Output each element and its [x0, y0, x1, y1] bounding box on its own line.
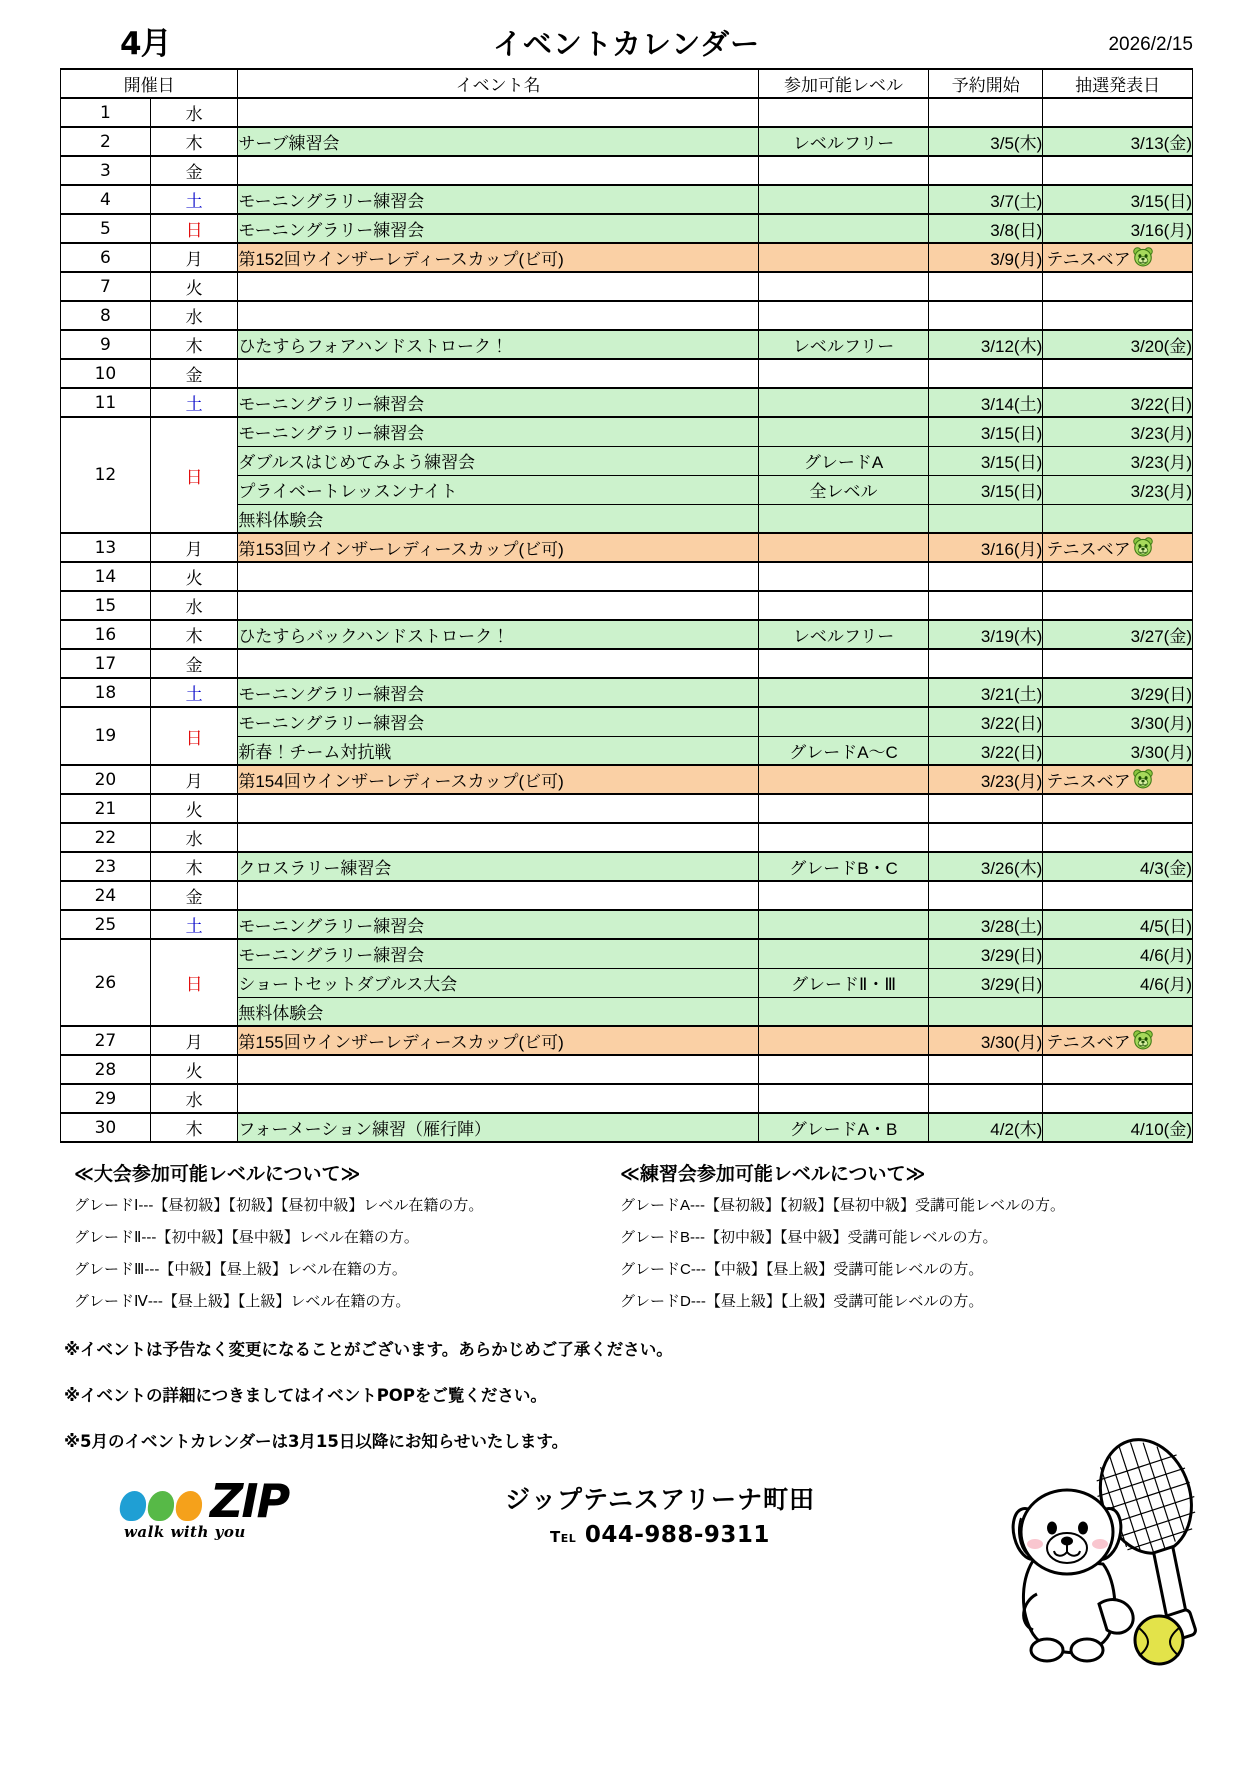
tennis-bear-cell[interactable] [1043, 765, 1193, 794]
draw-date-cell [1043, 301, 1193, 330]
tournament-levels-block [60, 1159, 560, 1326]
reservation-date-cell: 3/15(日) [929, 475, 1043, 504]
table-row [61, 765, 1193, 794]
event-name-cell[interactable]: モーニングラリー練習会 [238, 417, 759, 446]
warning-line: ※5月のイベントカレンダーは3月15日以降にお知らせいたします。 [64, 1432, 569, 1451]
day-of-week-cell: 月 [150, 765, 238, 794]
day-of-week-cell: 金 [150, 156, 238, 185]
event-level-cell [758, 1084, 928, 1113]
draw-date-cell [1043, 649, 1193, 678]
event-level-cell: グレードA〜C [758, 736, 928, 765]
day-of-week-cell: 火 [150, 562, 238, 591]
draw-date-cell: 3/23(月) [1043, 417, 1193, 446]
day-number-cell: 9 [61, 330, 151, 359]
event-level-cell [758, 388, 928, 417]
tennis-bear-label: テニスベア [1046, 1033, 1131, 1052]
day-of-week-cell: 火 [150, 272, 238, 301]
event-name-cell[interactable]: 第155回ウインザーレディースカップ(ビ可) [238, 1026, 759, 1055]
day-number-cell: 14 [61, 562, 151, 591]
draw-date-cell: 3/15(日) [1043, 185, 1193, 214]
tournament-level-line: グレードⅡ---【初中級】【昼中級】レベル在籍の方。 [74, 1229, 419, 1246]
reservation-date-cell [929, 591, 1043, 620]
event-name-cell [238, 881, 759, 910]
zip-logo-arcs [120, 1487, 204, 1521]
table-header [61, 69, 1193, 98]
draw-date-cell: 4/5(日) [1043, 910, 1193, 939]
table-row [61, 649, 1193, 678]
event-name-cell [238, 272, 759, 301]
draw-date-cell [1043, 823, 1193, 852]
event-name-cell[interactable]: ダブルスはじめてみよう練習会 [238, 446, 759, 475]
day-number-cell: 1 [61, 98, 151, 127]
event-name-cell[interactable]: 無料体験会 [238, 997, 759, 1026]
day-number-cell: 30 [61, 1113, 151, 1142]
day-of-week-cell: 木 [150, 852, 238, 881]
tennis-bear-label: テニスベア [1046, 250, 1131, 269]
event-name-cell[interactable]: モーニングラリー練習会 [238, 185, 759, 214]
table-row [61, 1084, 1193, 1113]
reservation-date-cell: 3/9(月) [929, 243, 1043, 272]
day-of-week-cell: 金 [150, 881, 238, 910]
practice-level-line: グレードB---【初中級】【昼中級】受講可能レベルの方。 [620, 1229, 998, 1246]
tennis-bear-cell[interactable] [1043, 243, 1193, 272]
day-of-week-cell: 土 [150, 910, 238, 939]
draw-date-cell: 3/30(月) [1043, 707, 1193, 736]
warning-line: ※イベントの詳細につきましてはイベントPOPをご覧ください。 [64, 1386, 547, 1405]
reservation-date-cell: 3/19(木) [929, 620, 1043, 649]
day-of-week-cell: 日 [150, 214, 238, 243]
day-of-week-cell: 木 [150, 620, 238, 649]
reservation-date-cell: 3/22(日) [929, 736, 1043, 765]
day-number-cell: 28 [61, 1055, 151, 1084]
event-name-cell[interactable]: 無料体験会 [238, 504, 759, 533]
day-of-week-cell: 木 [150, 1113, 238, 1142]
reservation-date-cell: 3/28(土) [929, 910, 1043, 939]
event-name-cell[interactable]: モーニングラリー練習会 [238, 910, 759, 939]
event-name-cell[interactable]: 第152回ウインザーレディースカップ(ビ可) [238, 243, 759, 272]
day-number-cell: 18 [61, 678, 151, 707]
shop-telephone [480, 1522, 840, 1548]
reservation-date-cell: 3/14(土) [929, 388, 1043, 417]
day-of-week-cell: 日 [150, 707, 238, 765]
event-name-cell[interactable]: モーニングラリー練習会 [238, 939, 759, 968]
day-number-cell: 2 [61, 127, 151, 156]
draw-date-cell [1043, 1055, 1193, 1084]
zip-logo-tagline: walk with you [124, 1523, 246, 1542]
event-name-cell[interactable]: サーブ練習会 [238, 127, 759, 156]
event-level-cell [758, 591, 928, 620]
zip-logo [120, 1474, 370, 1542]
day-number-cell: 16 [61, 620, 151, 649]
reservation-date-cell [929, 881, 1043, 910]
day-of-week-cell: 金 [150, 359, 238, 388]
table-row [61, 1026, 1193, 1055]
event-name-cell[interactable]: ひたすらフォアハンドストローク！ [238, 330, 759, 359]
level-notes-section [60, 1159, 1193, 1326]
table-row [61, 185, 1193, 214]
reservation-date-cell [929, 156, 1043, 185]
day-number-cell: 11 [61, 388, 151, 417]
event-level-cell [758, 301, 928, 330]
event-name-cell[interactable]: ひたすらバックハンドストローク！ [238, 620, 759, 649]
reservation-date-cell [929, 301, 1043, 330]
event-level-cell [758, 794, 928, 823]
event-calendar-table [60, 68, 1193, 1143]
table-row [61, 620, 1193, 649]
shop-info [480, 1480, 840, 1548]
reservation-date-cell: 3/29(日) [929, 939, 1043, 968]
column-header-draw: 抽選発表日 [1043, 69, 1193, 98]
event-level-cell [758, 939, 928, 968]
tennis-bear-icon [1132, 1029, 1154, 1051]
tennis-bear-cell[interactable] [1043, 533, 1193, 562]
reservation-date-cell [929, 1084, 1043, 1113]
event-name-cell [238, 823, 759, 852]
tennis-bear-icon [1132, 246, 1154, 268]
event-level-cell [758, 823, 928, 852]
event-name-cell [238, 359, 759, 388]
day-number-cell: 4 [61, 185, 151, 214]
draw-date-cell: 3/30(月) [1043, 736, 1193, 765]
tel-number: 044-988-9311 [584, 1522, 770, 1548]
table-row [61, 707, 1193, 736]
warnings-section [60, 1336, 1193, 1452]
reservation-date-cell: 4/2(木) [929, 1113, 1043, 1142]
reservation-date-cell: 3/22(日) [929, 707, 1043, 736]
table-row [61, 214, 1193, 243]
event-name-cell[interactable]: モーニングラリー練習会 [238, 214, 759, 243]
tennis-bear-label: テニスベア [1046, 772, 1131, 791]
draw-date-cell: 3/29(日) [1043, 678, 1193, 707]
event-level-cell [758, 707, 928, 736]
column-header-day: 開催日 [61, 69, 238, 98]
page-footer [60, 1474, 1193, 1584]
event-level-cell [758, 1026, 928, 1055]
day-number-cell: 29 [61, 1084, 151, 1113]
table-body [61, 98, 1193, 1142]
event-name-cell [238, 591, 759, 620]
event-level-cell: グレードⅡ・Ⅲ [758, 968, 928, 997]
reservation-date-cell [929, 997, 1043, 1026]
event-level-cell: グレードA・B [758, 1113, 928, 1142]
event-level-cell: グレードA [758, 446, 928, 475]
day-of-week-cell: 月 [150, 1026, 238, 1055]
event-name-cell [238, 301, 759, 330]
table-row [61, 823, 1193, 852]
draw-date-cell [1043, 562, 1193, 591]
event-name-cell[interactable]: 第154回ウインザーレディースカップ(ビ可) [238, 765, 759, 794]
draw-date-cell [1043, 359, 1193, 388]
table-row [61, 330, 1193, 359]
table-row [61, 243, 1193, 272]
table-row [61, 272, 1193, 301]
event-name-cell [238, 794, 759, 823]
day-number-cell: 5 [61, 214, 151, 243]
reservation-date-cell [929, 359, 1043, 388]
event-level-cell: グレードB・C [758, 852, 928, 881]
event-level-cell [758, 765, 928, 794]
day-of-week-cell: 月 [150, 533, 238, 562]
event-name-cell[interactable]: フォーメーション練習（雁行陣） [238, 1113, 759, 1142]
draw-date-cell: 3/20(金) [1043, 330, 1193, 359]
draw-date-cell: 3/13(金) [1043, 127, 1193, 156]
tennis-bear-cell[interactable] [1043, 1026, 1193, 1055]
table-row [61, 678, 1193, 707]
practice-level-line: グレードC---【中級】【昼上級】受講可能レベルの方。 [620, 1261, 984, 1278]
reservation-date-cell: 3/12(木) [929, 330, 1043, 359]
table-row [61, 1113, 1193, 1142]
logo-arc-orange-icon [174, 1491, 203, 1521]
event-level-cell [758, 1055, 928, 1084]
day-number-cell: 25 [61, 910, 151, 939]
practice-level-line: グレードD---【昼上級】【上級】受講可能レベルの方。 [620, 1293, 984, 1310]
event-name-cell [238, 1084, 759, 1113]
event-name-cell[interactable]: プライベートレッスンナイト [238, 475, 759, 504]
draw-date-cell: 4/6(月) [1043, 968, 1193, 997]
table-row [61, 127, 1193, 156]
issue-date: 2026/2/15 [1108, 34, 1193, 55]
month-label: 4月 [120, 26, 171, 62]
event-level-cell [758, 98, 928, 127]
event-name-cell[interactable]: クロスラリー練習会 [238, 852, 759, 881]
day-number-cell: 19 [61, 707, 151, 765]
table-row [61, 881, 1193, 910]
draw-date-cell: 3/16(月) [1043, 214, 1193, 243]
day-number-cell: 13 [61, 533, 151, 562]
draw-date-cell [1043, 98, 1193, 127]
reservation-date-cell: 3/5(木) [929, 127, 1043, 156]
event-name-cell [238, 98, 759, 127]
event-name-cell[interactable]: ショートセットダブルス大会 [238, 968, 759, 997]
logo-arc-green-icon [146, 1491, 175, 1521]
column-header-level: 参加可能レベル [758, 69, 928, 98]
table-row [61, 852, 1193, 881]
event-level-cell [758, 997, 928, 1026]
day-of-week-cell: 日 [150, 939, 238, 1026]
table-row [61, 388, 1193, 417]
day-of-week-cell: 金 [150, 649, 238, 678]
day-of-week-cell: 水 [150, 98, 238, 127]
draw-date-cell: 4/3(金) [1043, 852, 1193, 881]
event-level-cell: レベルフリー [758, 620, 928, 649]
reservation-date-cell [929, 1055, 1043, 1084]
day-of-week-cell: 土 [150, 388, 238, 417]
reservation-date-cell [929, 562, 1043, 591]
event-level-cell [758, 678, 928, 707]
day-number-cell: 15 [61, 591, 151, 620]
day-of-week-cell: 木 [150, 330, 238, 359]
tournament-level-line: グレードⅣ---【昼上級】【上級】レベル在籍の方。 [74, 1293, 411, 1310]
tournament-levels-heading: ≪大会参加可能レベルについて≫ [74, 1163, 361, 1185]
shop-name: ジップテニスアリーナ町田 [504, 1485, 815, 1514]
draw-date-cell [1043, 591, 1193, 620]
draw-date-cell: 4/10(金) [1043, 1113, 1193, 1142]
day-of-week-cell: 土 [150, 185, 238, 214]
event-level-cell [758, 910, 928, 939]
reservation-date-cell [929, 272, 1043, 301]
day-of-week-cell: 土 [150, 678, 238, 707]
event-name-cell [238, 649, 759, 678]
draw-date-cell [1043, 272, 1193, 301]
event-level-cell [758, 272, 928, 301]
day-of-week-cell: 水 [150, 301, 238, 330]
table-row [61, 98, 1193, 127]
event-level-cell [758, 185, 928, 214]
event-name-cell [238, 1055, 759, 1084]
table-row [61, 939, 1193, 968]
reservation-date-cell: 3/15(日) [929, 446, 1043, 475]
draw-date-cell: 3/23(月) [1043, 475, 1193, 504]
reservation-date-cell: 3/16(月) [929, 533, 1043, 562]
day-number-cell: 21 [61, 794, 151, 823]
draw-date-cell: 3/27(金) [1043, 620, 1193, 649]
reservation-date-cell: 3/23(月) [929, 765, 1043, 794]
day-number-cell: 26 [61, 939, 151, 1026]
event-name-cell[interactable]: モーニングラリー練習会 [238, 707, 759, 736]
event-level-cell [758, 562, 928, 591]
table-row [61, 533, 1193, 562]
day-number-cell: 23 [61, 852, 151, 881]
day-of-week-cell: 火 [150, 794, 238, 823]
draw-date-cell [1043, 794, 1193, 823]
table-row [61, 910, 1193, 939]
day-number-cell: 22 [61, 823, 151, 852]
warning-line: ※イベントは予告なく変更になることがございます。あらかじめご了承ください。 [64, 1340, 673, 1359]
event-name-cell[interactable]: モーニングラリー練習会 [238, 388, 759, 417]
day-number-cell: 10 [61, 359, 151, 388]
draw-date-cell [1043, 997, 1193, 1026]
day-of-week-cell: 水 [150, 823, 238, 852]
event-level-cell: レベルフリー [758, 330, 928, 359]
draw-date-cell [1043, 504, 1193, 533]
tournament-level-line: グレードⅠ---【昼初級】【初級】【昼初中級】レベル在籍の方。 [74, 1197, 484, 1214]
tennis-bear-icon [1132, 536, 1154, 558]
table-row [61, 359, 1193, 388]
event-level-cell [758, 214, 928, 243]
day-of-week-cell: 木 [150, 127, 238, 156]
day-number-cell: 17 [61, 649, 151, 678]
tournament-level-line: グレードⅢ---【中級】【昼上級】レベル在籍の方。 [74, 1261, 407, 1278]
reservation-date-cell: 3/26(木) [929, 852, 1043, 881]
day-of-week-cell: 火 [150, 1055, 238, 1084]
practice-levels-heading: ≪練習会参加可能レベルについて≫ [620, 1163, 926, 1185]
table-row [61, 417, 1193, 446]
table-row [61, 156, 1193, 185]
day-number-cell: 7 [61, 272, 151, 301]
event-level-cell [758, 417, 928, 446]
draw-date-cell [1043, 881, 1193, 910]
day-number-cell: 24 [61, 881, 151, 910]
reservation-date-cell: 3/29(日) [929, 968, 1043, 997]
table-row [61, 301, 1193, 330]
event-level-cell [758, 533, 928, 562]
event-level-cell [758, 504, 928, 533]
tennis-bear-label: テニスベア [1046, 540, 1131, 559]
draw-date-cell [1043, 1084, 1193, 1113]
reservation-date-cell [929, 823, 1043, 852]
event-name-cell [238, 562, 759, 591]
reservation-date-cell [929, 649, 1043, 678]
draw-date-cell: 4/6(月) [1043, 939, 1193, 968]
reservation-date-cell [929, 504, 1043, 533]
event-name-cell[interactable]: 第153回ウインザーレディースカップ(ビ可) [238, 533, 759, 562]
day-number-cell: 3 [61, 156, 151, 185]
day-number-cell: 27 [61, 1026, 151, 1055]
column-header-reservation: 予約開始 [929, 69, 1043, 98]
event-level-cell [758, 649, 928, 678]
logo-arc-blue-icon [118, 1491, 147, 1521]
table-row [61, 1055, 1193, 1084]
draw-date-cell [1043, 156, 1193, 185]
reservation-date-cell [929, 98, 1043, 127]
day-of-week-cell: 水 [150, 591, 238, 620]
page-header [60, 18, 1193, 62]
draw-date-cell: 3/23(月) [1043, 446, 1193, 475]
reservation-date-cell: 3/30(月) [929, 1026, 1043, 1055]
page-title: イベントカレンダー [492, 27, 761, 61]
practice-levels-block [620, 1159, 1120, 1326]
day-of-week-cell: 日 [150, 417, 238, 533]
reservation-date-cell [929, 794, 1043, 823]
tel-label: Tel [550, 1528, 577, 1546]
reservation-date-cell: 3/15(日) [929, 417, 1043, 446]
event-name-cell [238, 156, 759, 185]
day-of-week-cell: 月 [150, 243, 238, 272]
tennis-bear-icon [1132, 768, 1154, 790]
event-level-cell [758, 156, 928, 185]
reservation-date-cell: 3/21(土) [929, 678, 1043, 707]
table-row [61, 591, 1193, 620]
day-number-cell: 6 [61, 243, 151, 272]
event-name-cell[interactable]: モーニングラリー練習会 [238, 678, 759, 707]
day-of-week-cell: 水 [150, 1084, 238, 1113]
column-header-event: イベント名 [238, 69, 759, 98]
event-level-cell [758, 243, 928, 272]
event-level-cell [758, 881, 928, 910]
practice-level-line: グレードA---【昼初級】【初級】【昼初中級】受講可能レベルの方。 [620, 1197, 1065, 1214]
zip-logo-wordmark: ZIP [210, 1474, 289, 1528]
event-level-cell: 全レベル [758, 475, 928, 504]
event-level-cell: レベルフリー [758, 127, 928, 156]
draw-date-cell: 3/22(日) [1043, 388, 1193, 417]
day-number-cell: 8 [61, 301, 151, 330]
table-row [61, 794, 1193, 823]
event-level-cell [758, 359, 928, 388]
day-number-cell: 12 [61, 417, 151, 533]
reservation-date-cell: 3/8(日) [929, 214, 1043, 243]
day-number-cell: 20 [61, 765, 151, 794]
event-name-cell[interactable]: 新春！チーム対抗戦 [238, 736, 759, 765]
table-row [61, 562, 1193, 591]
reservation-date-cell: 3/7(土) [929, 185, 1043, 214]
